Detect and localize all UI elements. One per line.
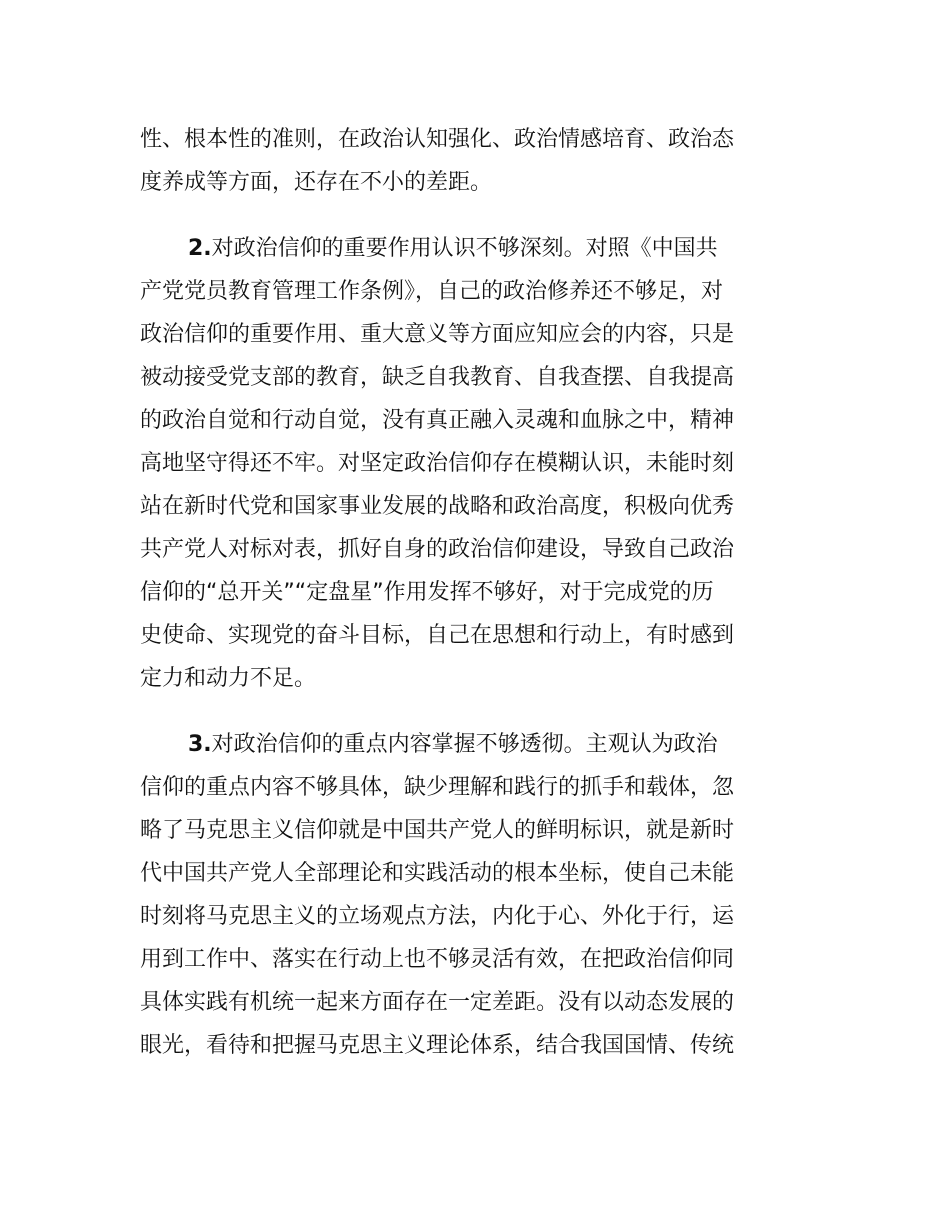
- text-line: 信仰的重点内容不够具体，缺少理解和践行的抓手和载体，忽: [140, 775, 735, 800]
- text-line: 略了马克思主义信仰就是中国共产党人的鲜明标识，就是新时: [140, 818, 735, 843]
- text-line: 高地坚守得还不牢。对坚定政治信仰存在模糊认识，未能时刻: [140, 451, 735, 476]
- paragraph-continued: [140, 118, 820, 204]
- heading-text: 对政治信仰的重点内容掌握不够透彻。主观认为政治: [211, 732, 718, 757]
- text-line: 被动接受党支部的教育，缺乏自我教育、自我查摆、自我提高: [140, 365, 735, 390]
- paragraph-item-2: [140, 227, 820, 700]
- paragraph-heading-line: [140, 227, 820, 270]
- text-line: 产党党员教育管理工作条例》，自己的政治修养还不够足，对: [140, 279, 724, 304]
- item-number: 3.: [188, 732, 212, 757]
- text-line: 性、根本性的准则，在政治认知强化、政治情感培育、政治态: [140, 127, 735, 152]
- text-line: 眼光，看待和把握马克思主义理论体系，结合我国国情、传统: [140, 1033, 735, 1058]
- paragraph-heading-line: [140, 723, 820, 766]
- document-body: [140, 118, 820, 1067]
- item-number: 2.: [188, 236, 212, 261]
- text-line: 站在新时代党和国家事业发展的战略和政治高度，积极向优秀: [140, 494, 735, 519]
- heading-text: 对政治信仰的重要作用认识不够深刻。对照《中国共: [211, 236, 718, 261]
- text-line: 具体实践有机统一起来方面存在一定差距。没有以动态发展的: [140, 990, 735, 1015]
- text-line: 政治信仰的重要作用、重大意义等方面应知应会的内容，只是: [140, 322, 735, 347]
- text-line: 共产党人对标对表，抓好自身的政治信仰建设，导致自己政治: [140, 537, 735, 562]
- text-line: 史使命、实现党的奋斗目标，自己在思想和行动上，有时感到: [140, 623, 735, 648]
- text-line: 的政治自觉和行动自觉，没有真正融入灵魂和血脉之中，精神: [140, 408, 735, 433]
- text-line: 代中国共产党人全部理论和实践活动的根本坐标，使自己未能: [140, 861, 735, 886]
- text-line: 定力和动力不足。: [140, 666, 317, 691]
- text-line: 用到工作中、落实在行动上也不够灵活有效，在把政治信仰同: [140, 947, 735, 972]
- paragraph-item-3: [140, 723, 820, 1067]
- text-line: 信仰的“总开关”“定盘星”作用发挥不够好，对于完成党的历: [140, 580, 714, 605]
- text-line: 度养成等方面，还存在不小的差距。: [140, 170, 493, 195]
- text-line: 时刻将马克思主义的立场观点方法，内化于心、外化于行，运: [140, 904, 735, 929]
